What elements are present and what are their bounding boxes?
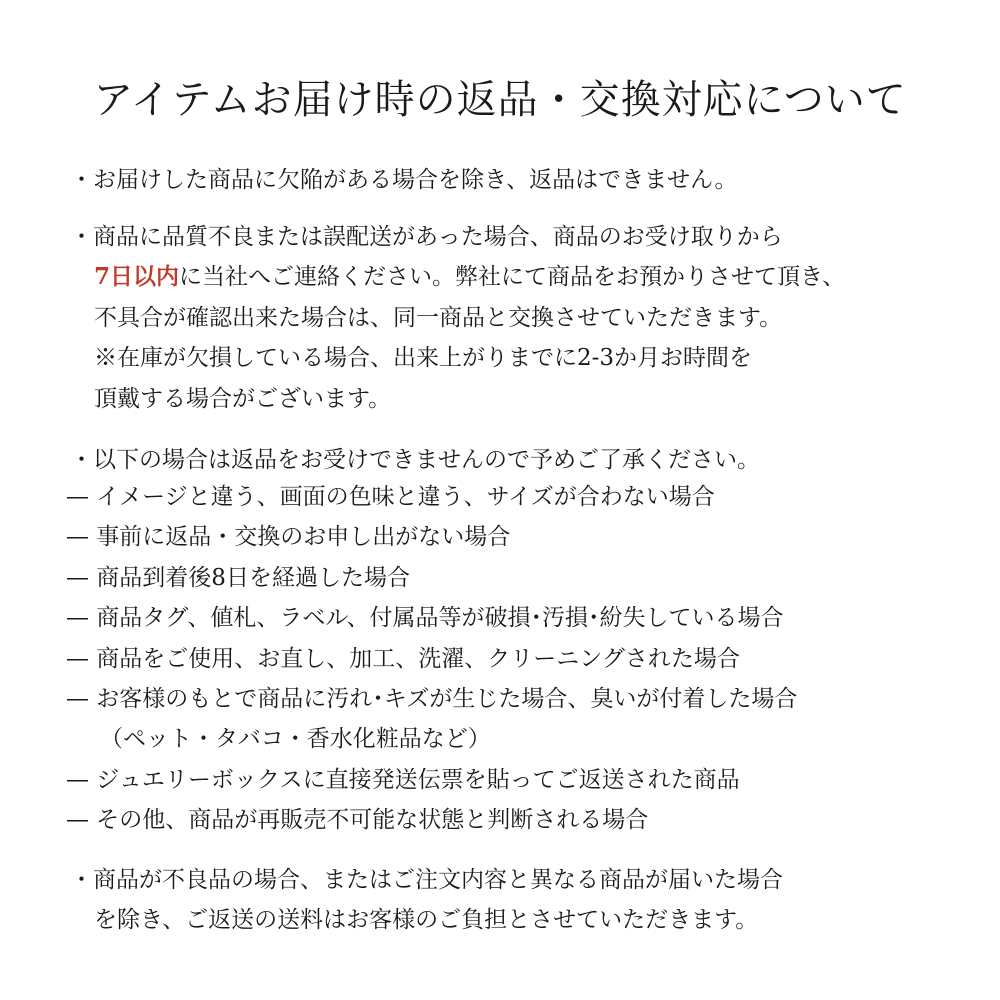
exclusion-item: — 事前に返品・交換のお申し出がない場合	[66, 524, 511, 550]
section1-line1: ・お届けした商品に欠陥がある場合を除き、返品はできません。	[70, 167, 738, 193]
exclusion-item: — お客様のもとで商品に汚れ･キズが生じた場合、臭いが付着した場合	[66, 686, 798, 712]
exclusion-item: — ジュエリーボックスに直接発送伝票を貼ってご返送された商品	[66, 767, 740, 793]
section2-line1: ・商品に品質不良または誤配送があった場合、商品のお受け取りから	[70, 224, 783, 250]
section2-line2	[94, 260, 845, 294]
exclusion-item: — 商品をご使用、お直し、加工、洗濯、クリーニングされた場合	[66, 646, 740, 672]
section2-line4: ※在庫が欠損している場合、出来上がりまでに2-3か月お時間を	[94, 345, 753, 371]
exclusion-item: — 商品到着後8日を経過した場合	[66, 565, 410, 591]
section2-line5: 頂戴する場合がございます。	[94, 386, 392, 412]
exclusion-item: — 商品タグ、値札、ラベル、付属品等が破損･汚損･紛失している場合	[66, 605, 784, 631]
section2-line2-rest: に当社へご連絡ください。弊社にて商品をお預かりさせて頂き、	[179, 264, 846, 290]
exclusion-item: — その他、商品が再販売不可能な状態と判断される場合	[66, 807, 649, 833]
deadline-highlight: 7日以内	[94, 263, 180, 290]
exclusion-item: — イメージと違う、画面の色味と違う、サイズが合わない場合	[66, 484, 715, 510]
page-title: アイテムお届け時の返品・交換対応について	[93, 77, 907, 123]
exclusion-item-note: （ペット・タバコ・香水化粧品など）	[100, 726, 491, 752]
section3-intro: ・以下の場合は返品をお受けできませんので予めご了承ください。	[70, 447, 760, 473]
section4-line2: を除き、ご返送の送料はお客様のご負担とさせていただきます。	[94, 907, 759, 933]
section2-line3: 不具合が確認出来た場合は、同一商品と交換させていただきます。	[94, 305, 783, 331]
section4-line1: ・商品が不良品の場合、またはご注文内容と異なる商品が届いた場合	[70, 867, 783, 893]
